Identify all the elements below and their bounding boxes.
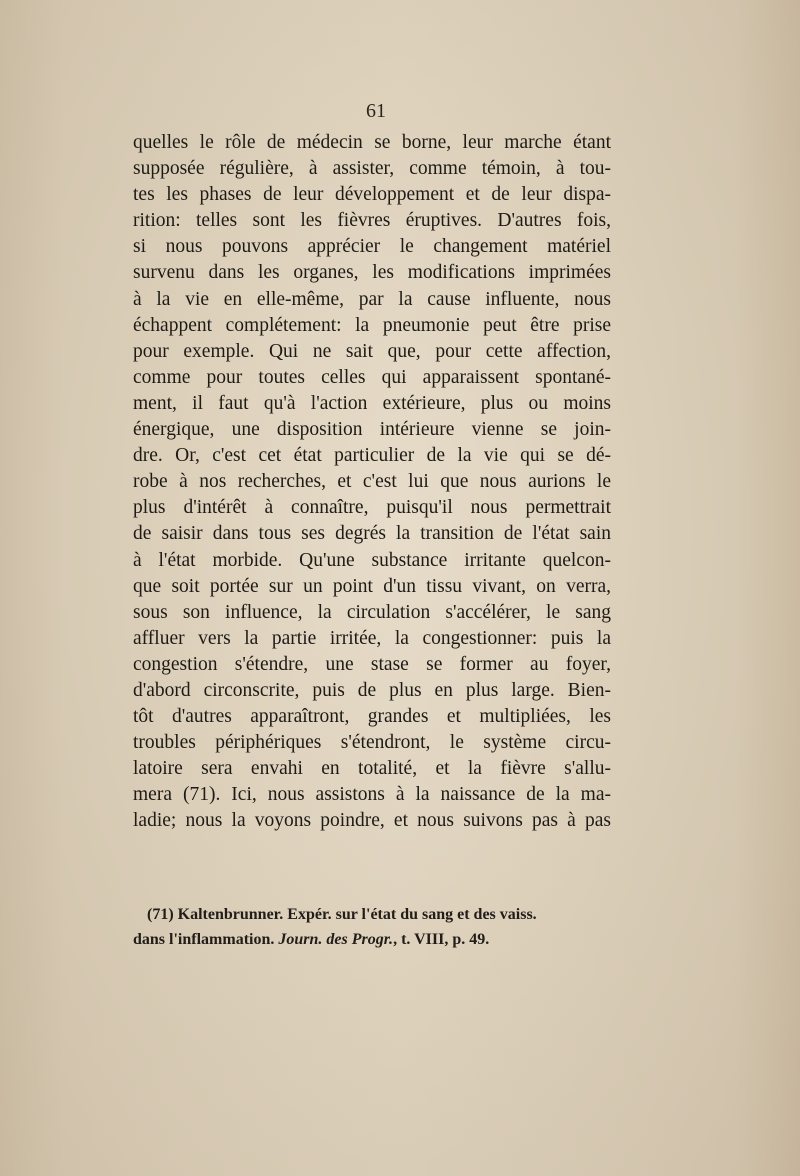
text-line: à l'état morbide. Qu'une substance irritante quelcon- [133, 549, 611, 571]
text-line: rition: telles sont les fièvres éruptives. D'autres fois, [133, 210, 611, 232]
text-line: d'abord circonscrite, puis de plus en plus large. Bien- [133, 679, 611, 701]
text-line: robe à nos recherches, et c'est lui que nous aurions le [133, 471, 611, 493]
text-line: ladie; nous la voyons poindre, et nous suivons pas à pas [133, 810, 611, 832]
footnote-text: , t. VIII, p. 49. [393, 931, 490, 948]
text-line: supposée régulière, à assister, comme témoin, à tou- [133, 158, 611, 180]
footnote-journal-title: Journ. des Progr. [278, 931, 394, 948]
page-number: 61 [366, 100, 386, 122]
text-line: si nous pouvons apprécier le changement matériel [133, 236, 611, 258]
text-line: troubles périphériques s'étendront, le système circu- [133, 732, 611, 754]
text-line: latoire sera envahi en totalité, et la fièvre s'allu- [133, 758, 611, 780]
text-line: que soit portée sur un point d'un tissu vivant, on verra, [133, 575, 611, 597]
footnote-text: dans l'inflammation. [133, 931, 279, 948]
text-line: à la vie en elle-même, par la cause influente, nous [133, 288, 611, 310]
footnote-line: (71) Kaltenbrunner. Expér. sur l'état du sang et des vaiss. [147, 906, 537, 923]
footnote-line [133, 927, 611, 952]
text-line: sous son influence, la circulation s'accélérer, le sang [133, 601, 611, 623]
text-line: énergique, une disposition intérieure vienne se join- [133, 419, 611, 441]
text-line: tôt d'autres apparaîtront, grandes et multipliées, les [133, 706, 611, 728]
text-line: échappent complétement: la pneumonie peut être prise [133, 314, 611, 336]
text-line: affluer vers la partie irritée, la congestionner: puis la [133, 627, 611, 649]
text-line: plus d'intérêt à connaître, puisqu'il nous permettrait [133, 497, 611, 519]
text-line: ment, il faut qu'à l'action extérieure, plus ou moins [133, 392, 611, 414]
text-line: quelles le rôle de médecin se borne, leur marche étant [133, 132, 611, 153]
text-line: dre. Or, c'est cet état particulier de la vie qui se dé- [133, 445, 611, 467]
text-line: pour exemple. Qui ne sait que, pour cette affection, [133, 340, 611, 362]
text-line: mera (71). Ici, nous assistons à la naissance de la ma- [133, 784, 611, 806]
body-text [133, 130, 611, 835]
text-line: survenu dans les organes, les modifications imprimées [133, 262, 611, 284]
text-line: comme pour toutes celles qui apparaissent spontané- [133, 366, 611, 388]
text-line: tes les phases de leur développement et de leur dispa- [133, 184, 611, 206]
text-line: congestion s'étendre, une stase se former au foyer, [133, 653, 611, 675]
footnote [133, 902, 611, 952]
text-line: de saisir dans tous ses degrés la transition de l'état sain [133, 523, 611, 545]
